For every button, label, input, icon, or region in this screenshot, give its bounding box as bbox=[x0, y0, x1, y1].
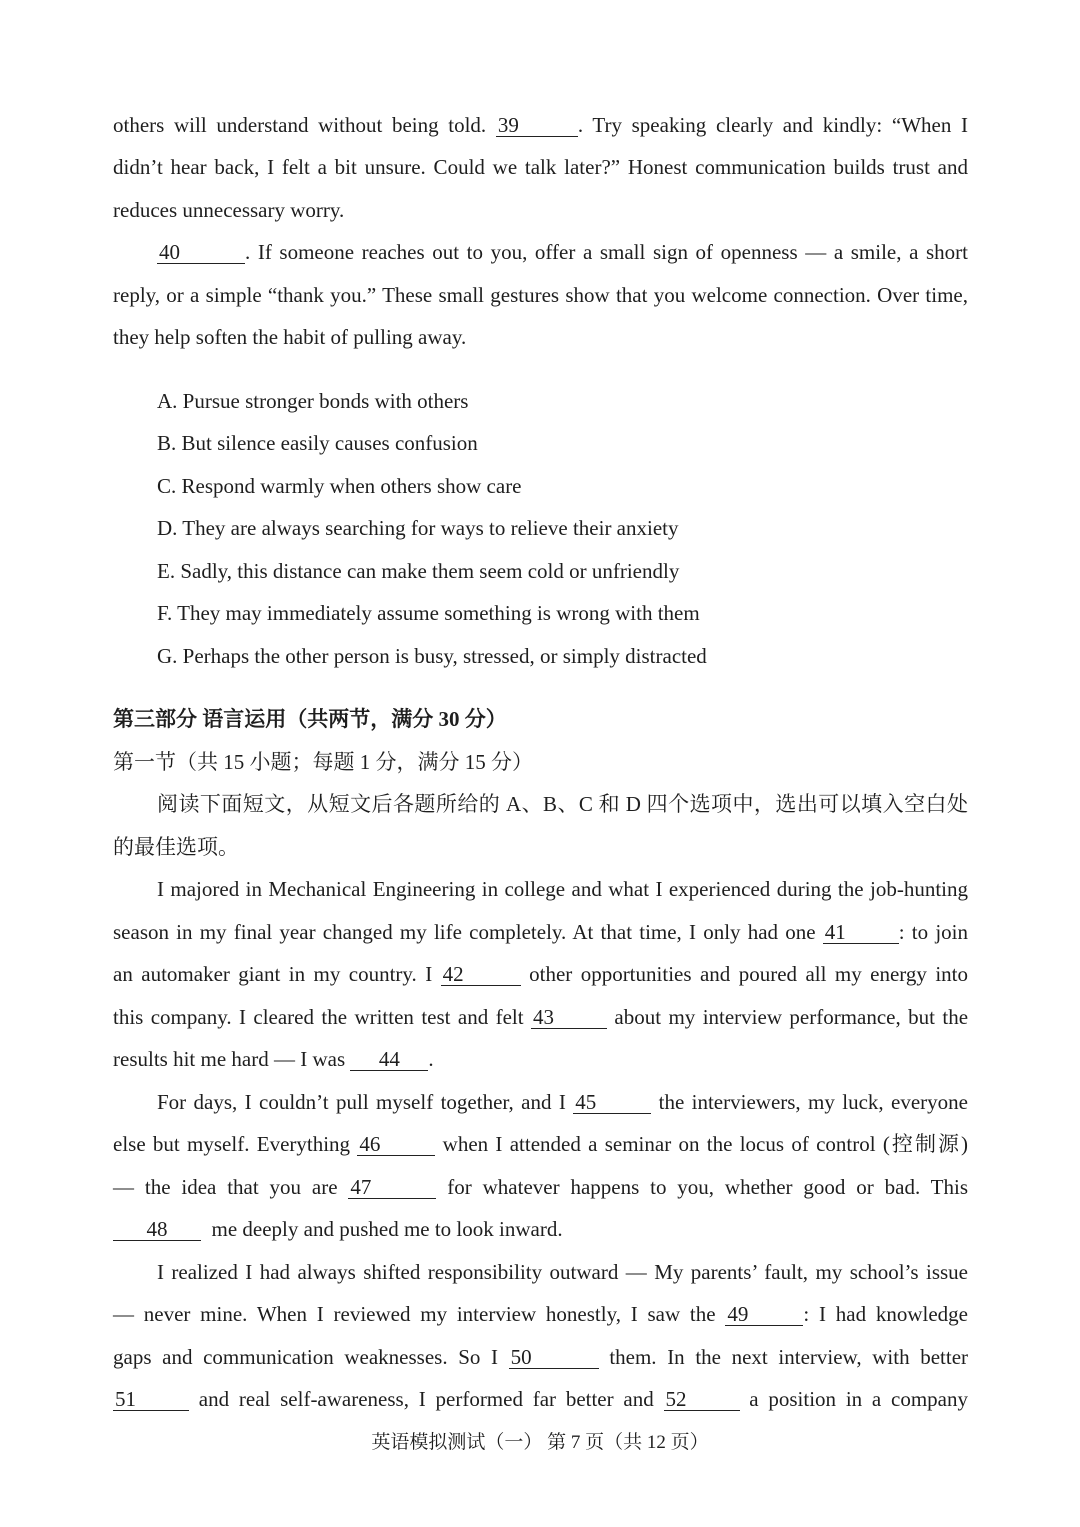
cloze-line: results hit me hard — I was 44 . bbox=[113, 1047, 434, 1071]
cloze-line: — never mine. When I reviewed my interview honestly, I saw the 49 : I had knowledge bbox=[113, 1302, 968, 1326]
answer-blank-48: 48 bbox=[113, 1218, 201, 1241]
answer-blank-43: 43 bbox=[531, 1006, 607, 1029]
cloze-line: this company. I cleared the written test and felt 43 about my interview performance, but the bbox=[113, 1005, 969, 1029]
subsection-title: 第一节（共 15 小题；每题 1 分，满分 15 分） bbox=[113, 750, 533, 774]
passage-line: 40 . If someone reaches out to you, offer a small sign of openness — a smile, a short bbox=[159, 240, 968, 264]
cloze-line: 48 me deeply and pushed me to look inward. bbox=[113, 1214, 968, 1244]
passage-line: others will understand without being told. 39 . Try speaking clearly and kindly: “When I bbox=[113, 113, 969, 137]
answer-blank-52: 52 bbox=[664, 1388, 740, 1411]
part-title: 第三部分 语言运用（共两节，满分 30 分） bbox=[113, 707, 507, 731]
passage-line: they help soften the habit of pulling away. bbox=[113, 325, 467, 349]
option-d: D. They are always searching for ways to relieve their anxiety bbox=[157, 516, 679, 540]
cloze-line: For days, I couldn’t pull myself together, and I 45 the interviewers, my luck, everyone bbox=[157, 1090, 968, 1114]
cloze-line: gaps and communication weaknesses. So I 50 them. In the next interview, with better bbox=[113, 1345, 969, 1369]
answer-blank-46: 46 bbox=[357, 1133, 435, 1156]
cloze-line: — the idea that you are 47 for whatever happens to you, whether good or bad. This bbox=[113, 1175, 969, 1199]
answer-blank-40: 40 bbox=[157, 241, 245, 264]
answer-blank-41: 41 bbox=[823, 921, 899, 944]
option-f: F. They may immediately assume something is wrong with them bbox=[157, 601, 700, 625]
answer-blank-42: 42 bbox=[441, 963, 521, 986]
instruction-line: 的最佳选项。 bbox=[113, 835, 239, 859]
option-e: E. Sadly, this distance can make them seem cold or unfriendly bbox=[157, 559, 680, 583]
cloze-line: I majored in Mechanical Engineering in college and what I experienced during the job-hunting bbox=[157, 877, 968, 901]
option-b: B. But silence easily causes confusion bbox=[157, 431, 478, 455]
answer-blank-44: 44 bbox=[350, 1048, 428, 1071]
passage-line: reply, or a simple “thank you.” These small gestures show that you welcome connection. Over time, bbox=[113, 283, 968, 307]
page-footer: 英语模拟测试（一） 第 7 页（共 12 页） bbox=[371, 1432, 709, 1453]
option-a: A. Pursue stronger bonds with others bbox=[157, 389, 469, 413]
cloze-line: else but myself. Everything 46 when I attended a seminar on the locus of control (控制源) bbox=[113, 1132, 969, 1156]
option-g: G. Perhaps the other person is busy, stressed, or simply distracted bbox=[157, 644, 707, 668]
answer-blank-50: 50 bbox=[509, 1346, 599, 1369]
cloze-line: I realized I had always shifted responsibility outward — My parents’ fault, my school’s issue bbox=[157, 1260, 968, 1284]
answer-blank-51: 51 bbox=[113, 1388, 189, 1411]
cloze-line: season in my final year changed my life completely. At that time, I only had one 41 : to join bbox=[113, 920, 968, 944]
option-c: C. Respond warmly when others show care bbox=[157, 474, 522, 498]
instruction-line: 阅读下面短文，从短文后各题所给的 A、B、C 和 D 四个选项中，选出可以填入空白处 bbox=[157, 792, 968, 816]
passage-line: reduces unnecessary worry. bbox=[113, 198, 345, 222]
answer-blank-39: 39 bbox=[496, 114, 578, 137]
answer-blank-49: 49 bbox=[725, 1303, 803, 1326]
answer-blank-47: 47 bbox=[348, 1176, 436, 1199]
answer-blank-45: 45 bbox=[573, 1091, 651, 1114]
cloze-line: an automaker giant in my country. I 42 other opportunities and poured all my energy into bbox=[113, 962, 968, 986]
cloze-line: 51 and real self-awareness, I performed far better and 52 a position in a company bbox=[115, 1387, 969, 1411]
passage-line: didn’t hear back, I felt a bit unsure. Could we talk later?” Honest communication builds trust and bbox=[113, 155, 968, 179]
